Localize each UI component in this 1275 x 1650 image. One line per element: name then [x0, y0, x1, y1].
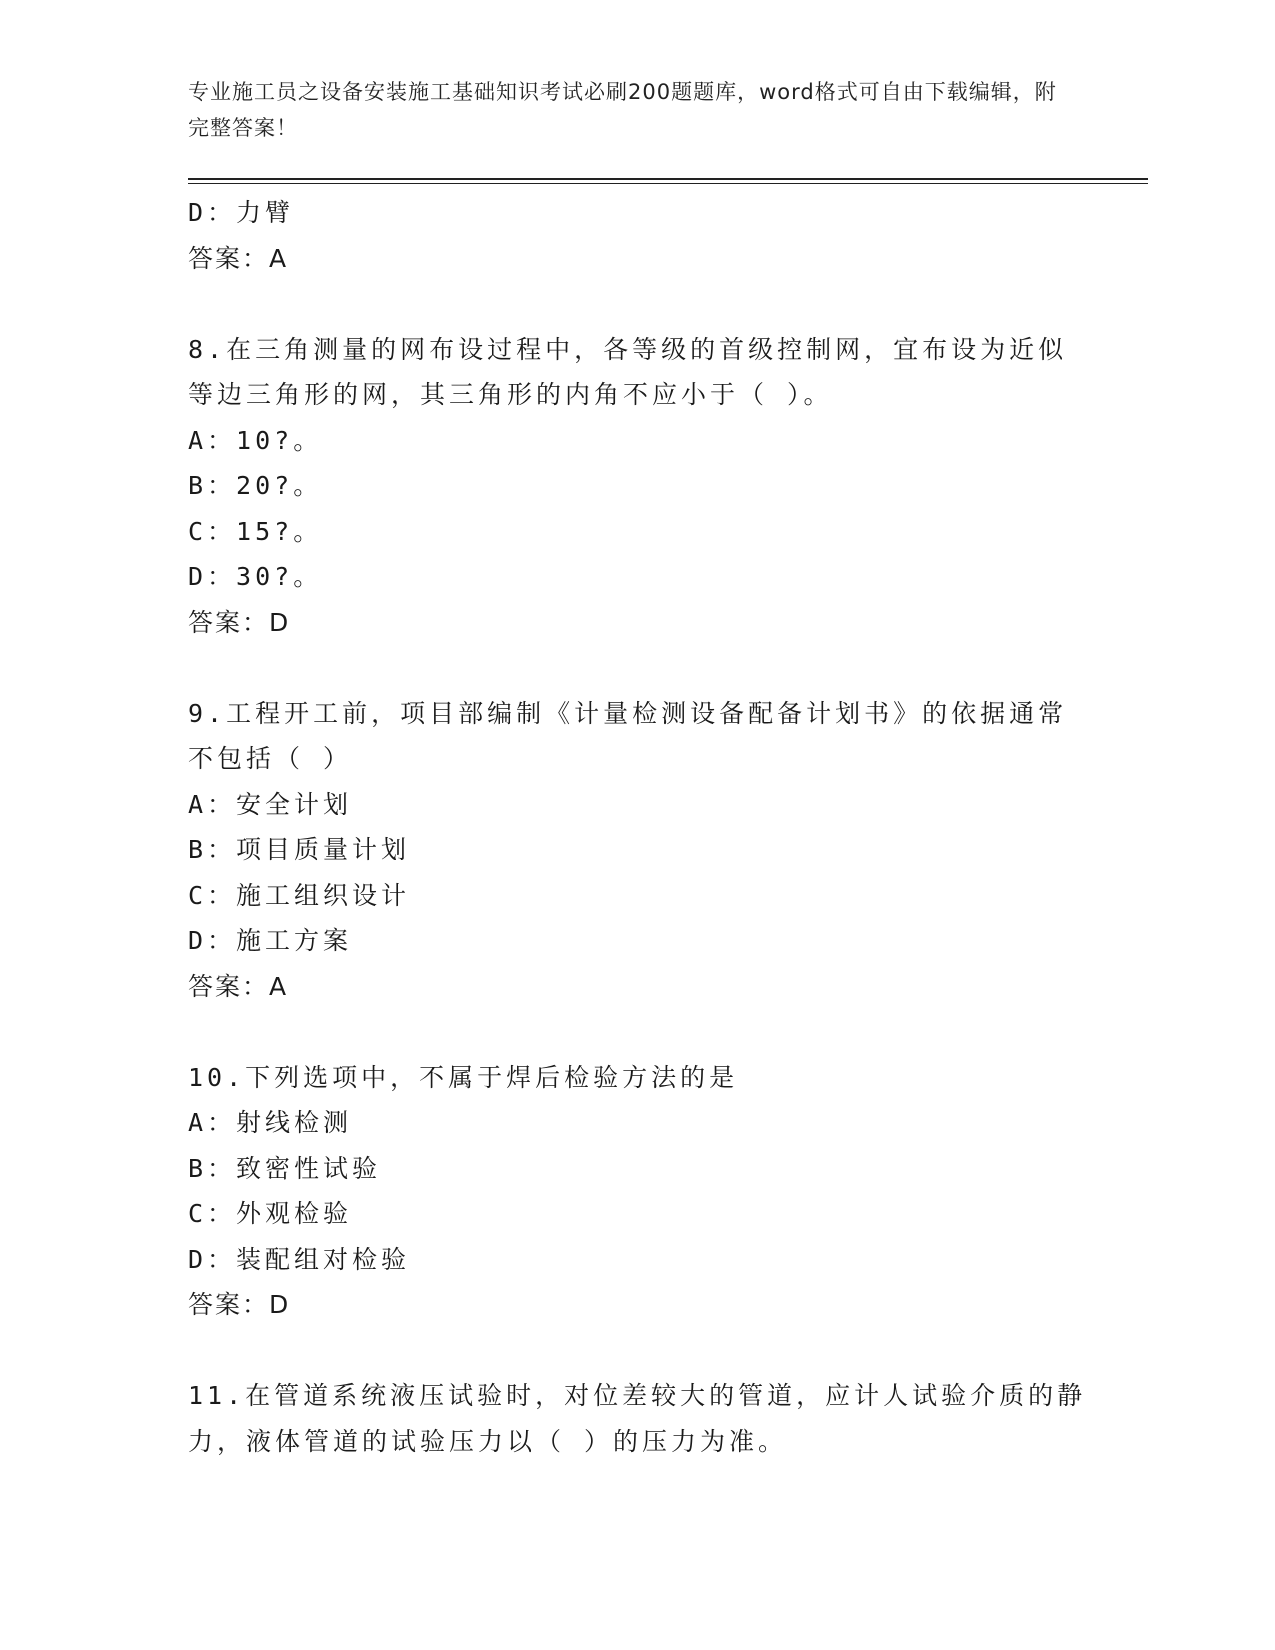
option-b: B：20?。: [188, 471, 323, 500]
header-rule-thin: [188, 183, 1148, 184]
option-b: B：致密性试验: [188, 1153, 382, 1183]
option-a: A：安全计划: [188, 789, 353, 819]
document-body: [188, 190, 1088, 1464]
question-text: 9.工程开工前，项目部编制《计量检测设备配备计划书》的依据通常不包括（ ）: [188, 698, 1068, 773]
question-10: [188, 1055, 1088, 1328]
option-d: D：30?。: [188, 562, 323, 591]
option-d: D：施工方案: [188, 926, 353, 955]
option-a: A：10?。: [188, 425, 323, 455]
option-a: A：射线检测: [188, 1108, 353, 1137]
question-9: [188, 691, 1088, 1010]
answer-line: 答案：D: [188, 1290, 291, 1319]
option-c: C：15?。: [188, 516, 323, 546]
answer-line: 答案：D: [188, 607, 291, 637]
option-d: D：装配组对检验: [188, 1244, 411, 1274]
option-b: B：项目质量计划: [188, 835, 411, 864]
answer-line: 答案：A: [188, 243, 289, 273]
question-text: 10.下列选项中，不属于焊后检验方法的是: [188, 1062, 739, 1092]
option-d: D：力臂: [188, 198, 295, 227]
question-8: [188, 327, 1088, 646]
header-rule-thick: [188, 178, 1148, 180]
option-c: C：施工组织设计: [188, 880, 411, 910]
document-header: 专业施工员之设备安装施工基础知识考试必刷200题题库，word格式可自由下载编辑，附完整答案！: [188, 80, 1057, 140]
option-c: C：外观检验: [188, 1199, 353, 1228]
answer-line: 答案：A: [188, 971, 289, 1001]
question-text: 8.在三角测量的网布设过程中，各等级的首级控制网，宜布设为近似等边三角形的网，其三角形的内角不应小于（ ）。: [188, 334, 1068, 409]
question-11: [188, 1373, 1088, 1464]
question-text: 11.在管道系统液压试验时，对位差较大的管道，应计人试验介质的静力，液体管道的试验压力以（ ）的压力为准。: [188, 1381, 1087, 1456]
